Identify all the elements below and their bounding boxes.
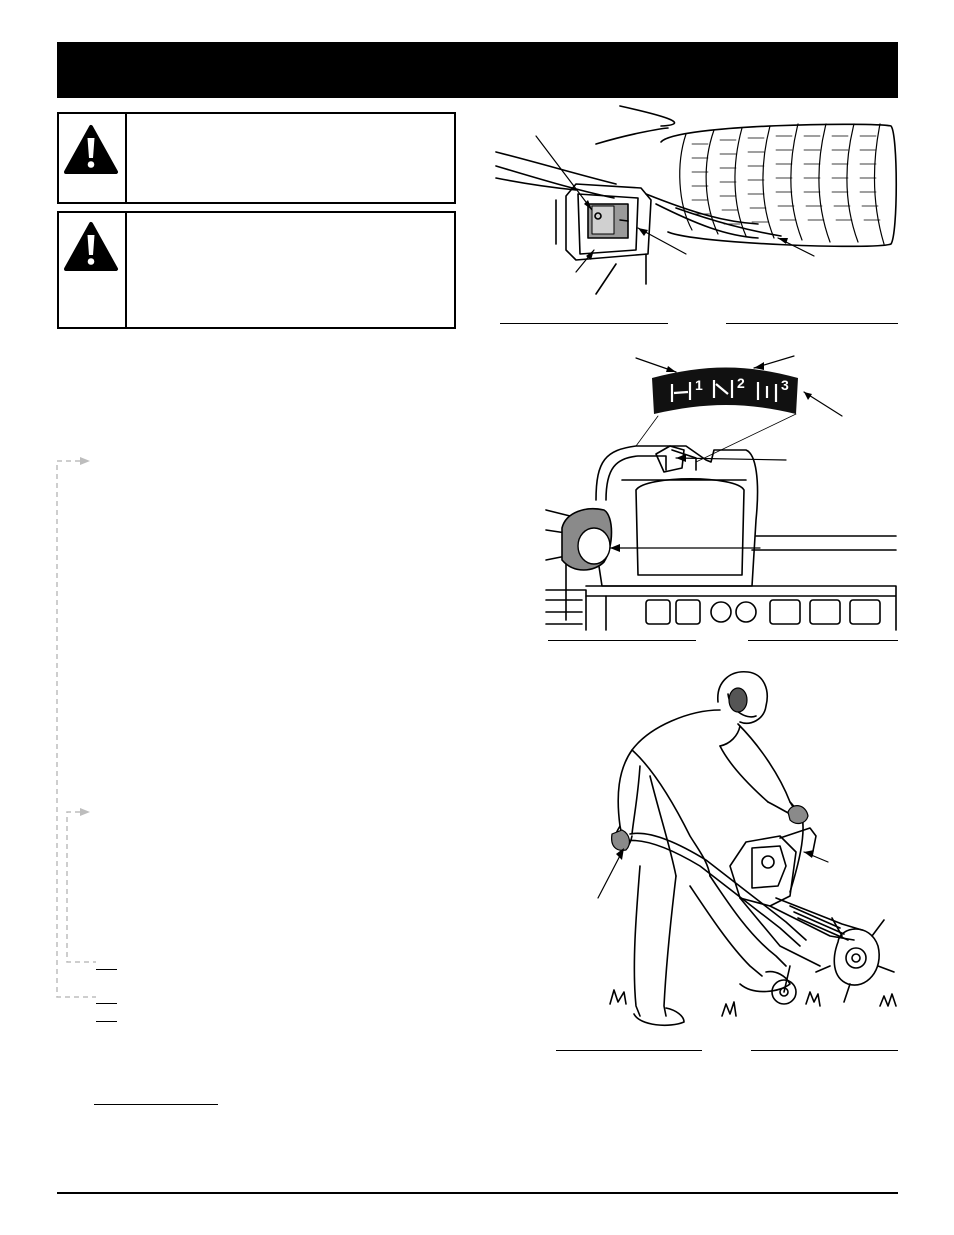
figure-speed-selector	[546, 350, 898, 630]
caption-underline	[548, 640, 696, 641]
caption-underline	[748, 640, 898, 641]
caption-underline	[500, 323, 668, 324]
caption-underline	[726, 323, 898, 324]
figure-handle-switch	[496, 104, 898, 304]
caption-underline	[556, 1050, 702, 1051]
figure-operator-tiller	[580, 666, 898, 1040]
speed-label-3: 3	[781, 377, 789, 393]
footer-rule	[57, 1192, 898, 1194]
blank-underline	[96, 1003, 117, 1004]
heading-underline	[94, 1104, 218, 1105]
blank-underline	[96, 969, 117, 970]
caption-underline	[751, 1050, 898, 1051]
speed-label-1: 1	[695, 377, 703, 393]
blank-underline	[96, 1021, 117, 1022]
speed-label-2: 2	[737, 375, 745, 391]
